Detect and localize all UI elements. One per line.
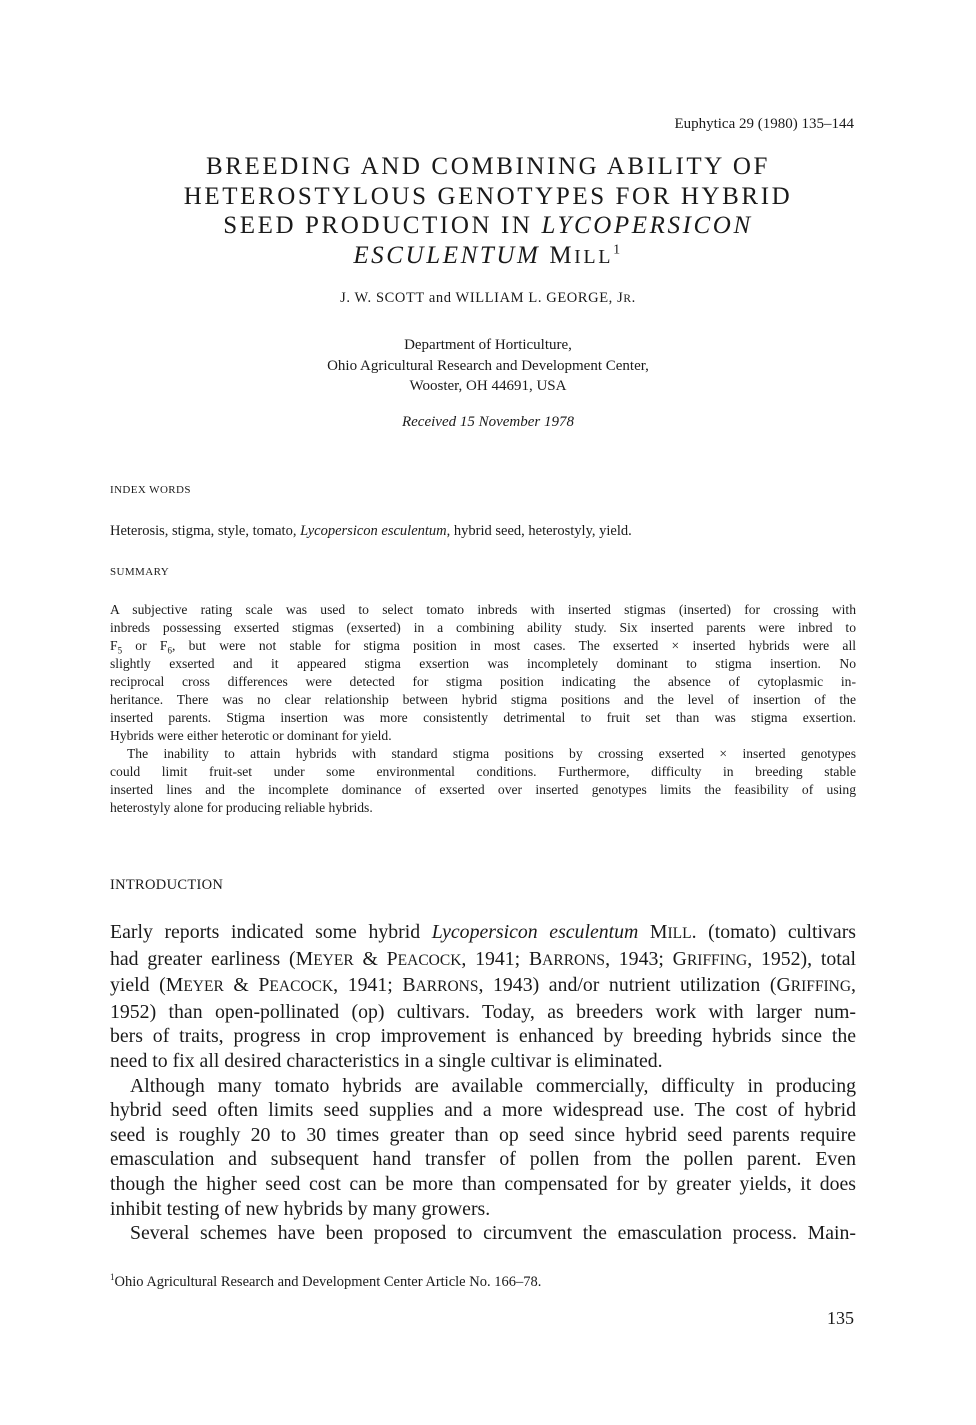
journal-reference: Euphytica 29 (1980) 135–144 [674, 116, 854, 132]
page-number: 135 [827, 1308, 854, 1328]
footnote-text: Ohio Agricultural Research and Development Center Article No. 166–78. [114, 1273, 542, 1290]
summary-line: slightly exserted and it appeared stigma exsertion was incompletely dominant to stigma insertion. No [110, 656, 856, 671]
title-author-initial: M [549, 241, 575, 269]
body-line: Several schemes have been proposed to circumvent the emasculation process. Main- [130, 1222, 856, 1245]
title-line-1: BREEDING AND COMBINING ABILITY OF [205, 153, 771, 180]
summary-line: inserted parents. Stigma insertion was more consistently detrimental to fruit set than was stigma exsertion. [110, 710, 856, 725]
affiliation [0, 335, 976, 397]
authors-end: . [631, 290, 636, 306]
summary-subscript: 6 [167, 645, 172, 656]
summary-line [110, 637, 856, 655]
summary-line: heterostyly alone for producing reliable hybrids. [110, 800, 373, 815]
summary-line: inbreds possessing exserted stigmas (exserted) in a combining ability study. Six inserted parents were inbred to [110, 620, 856, 635]
title-footnote-mark: 1 [613, 242, 623, 258]
summary-line: inserted lines and the incomplete dominance of exserted over inserted genotypes limits the feasibility of using [110, 782, 856, 797]
summary-f-symbol: F [110, 638, 118, 653]
summary-paragraph-2 [110, 745, 856, 817]
summary-paragraph-1 [110, 601, 856, 745]
body-line: inhibit testing of new hybrids by many growers. [110, 1197, 491, 1220]
footnote-mark: 1 [110, 1272, 115, 1282]
title-line-3 [110, 211, 866, 241]
index-words-after: , hybrid seed, heterostyly, yield. [446, 523, 632, 539]
summary-body [110, 601, 856, 817]
received-date: Received 15 November 1978 [401, 414, 575, 430]
authors [0, 290, 976, 307]
summary-line: Hybrids were either heterotic or dominant for yield. [110, 728, 392, 743]
title-author-rest: ILL [574, 245, 614, 268]
body-line: 1952) than open-pollinated (op) cultivars. Today, as breeders work with larger num- [110, 1000, 856, 1023]
summary-line: heritance. There was no clear relationship between hybrid stigma positions and the level of insertion of the [110, 692, 856, 707]
authors-names: J. W. SCOTT and WILLIAM L. GEORGE, J [340, 290, 624, 306]
summary-line: The inability to attain hybrids with standard stigma positions by crossing exserted × inserted genotypes [127, 746, 856, 761]
index-words-italic: Lycopersicon esculentum [300, 523, 447, 539]
body-line: seed is roughly 20 to 30 times greater than op seed since hybrid seed parents require [110, 1123, 856, 1146]
affiliation-line-2: Ohio Agricultural Research and Development Center, [327, 357, 649, 374]
summary-line: A subjective rating scale was used to select tomato inbreds with inserted stigmas (inserted) for crossing with [110, 602, 856, 617]
summary-line: reciprocal cross differences were detected for stigma position indicating the absence of cytoplasmic in- [110, 674, 856, 689]
body-line: emasculation and subsequent hand transfer of pollen from the pollen parent. Even [110, 1148, 856, 1171]
introduction-body [110, 920, 856, 1246]
index-words-label: INDEX WORDS [110, 484, 191, 496]
title-line-3-prefix: SEED PRODUCTION IN [223, 212, 542, 239]
body-line: though the higher seed cost can be more than compensated for by greater yields, it does [110, 1172, 856, 1195]
summary-text: or F [122, 638, 168, 653]
body-line: Although many tomato hybrids are available commercially, difficulty in producing [130, 1074, 856, 1097]
summary-subscript: 5 [117, 645, 123, 656]
summary-label: SUMMARY [110, 566, 170, 578]
footnote [110, 1272, 541, 1291]
affiliation-line-3: Wooster, OH 44691, USA [409, 378, 567, 394]
index-words-before: Heterosis, stigma, style, tomato, [110, 523, 301, 539]
title-line-4-italic: ESCULENTUM [353, 241, 541, 269]
title-line-2: HETEROSTYLOUS GENOTYPES FOR HYBRID [183, 182, 793, 210]
index-words-text [110, 523, 632, 540]
authors-suffix: R [623, 293, 632, 305]
title-line-4 [110, 241, 866, 273]
body-line: bers of traits, progress in crop improvement is enhanced by breeding hybrids since the [110, 1025, 856, 1048]
body-line: had greater earliness (MEYER & PEACOCK, 1941; BARRONS, 1943; GRIFFING, 1952), total [110, 947, 857, 970]
title-line-3-italic: LYCOPERSICON [541, 212, 753, 239]
body-line: yield (MEYER & PEACOCK, 1941; BARRONS, 1943) and/or nutrient utilization (GRIFFING, [110, 974, 856, 997]
affiliation-line-1: Department of Horticulture, [404, 337, 572, 353]
body-line: Early reports indicated some hybrid Lycopersicon esculentum MILL. (tomato) cultivars [110, 921, 856, 943]
introduction-heading: INTRODUCTION [110, 877, 224, 893]
body-line: need to fix all desired characteristics in a single cultivar is eliminated. [110, 1049, 663, 1072]
summary-text: , but were not stable for stigma position in most cases. The exserted × inserted hybrids were all [171, 638, 856, 653]
summary-line: could limit fruit-set under some environmental conditions. Furthermore, difficulty in breeding stable [110, 764, 856, 779]
paper-title [110, 152, 866, 272]
body-line: hybrid seed often limits seed supplies and a more widespread use. The cost of hybrid [110, 1099, 856, 1122]
